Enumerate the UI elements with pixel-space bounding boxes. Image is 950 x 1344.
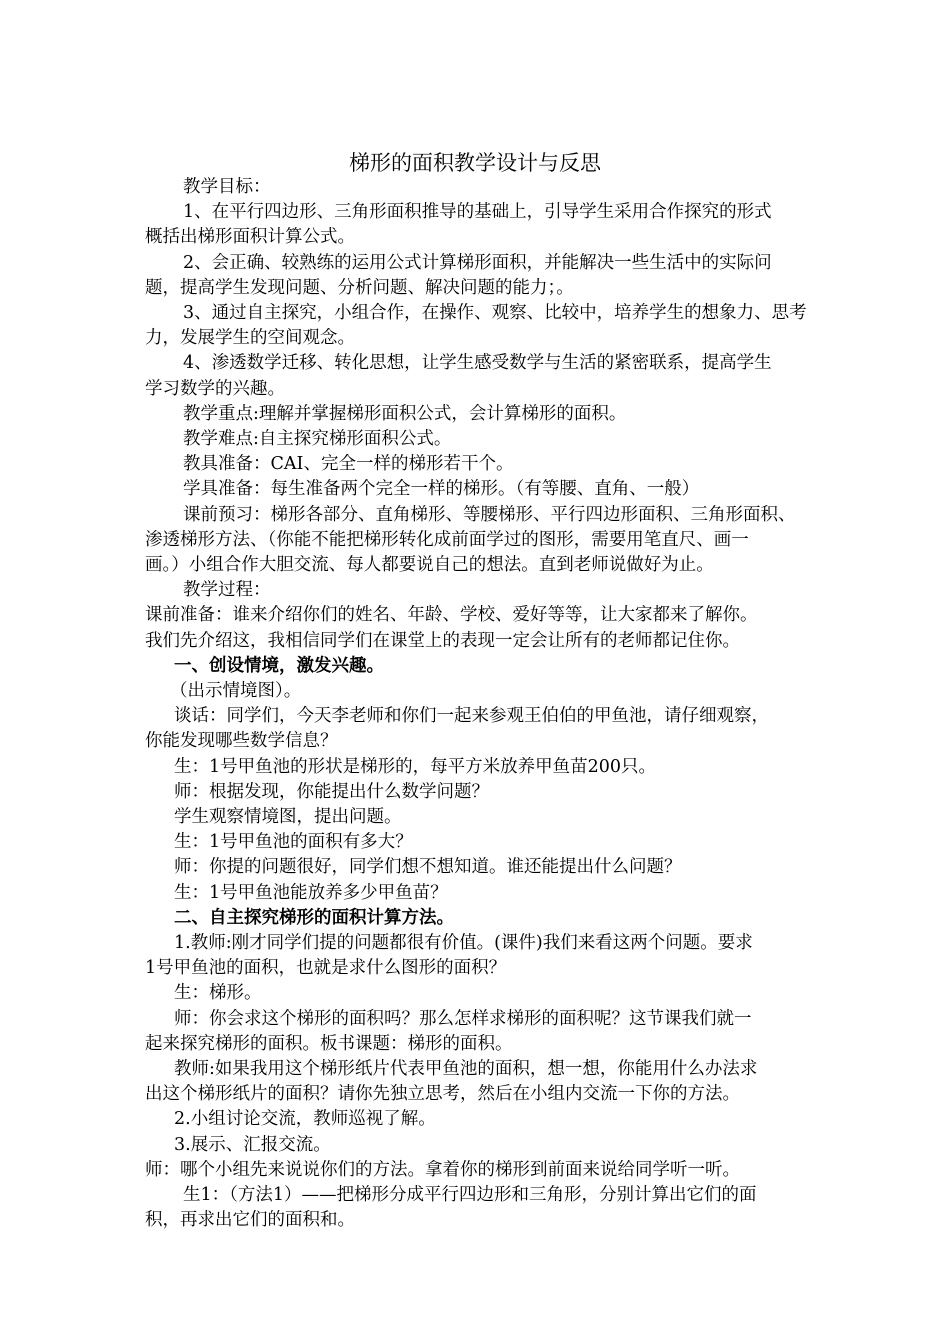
text-line: 生：1号甲鱼池的形状是梯形的，每平方米放养甲鱼苗200只。 bbox=[174, 757, 657, 777]
text-line: 师：你会求这个梯形的面积吗？那么怎样求梯形的面积呢？这节课我们就一 bbox=[174, 1009, 752, 1029]
text-line: 1、在平行四边形、三角形面积推导的基础上，引导学生采用合作探究的形式 bbox=[183, 202, 772, 222]
text-line: 你能发现哪些数学信息？ bbox=[145, 731, 338, 751]
text-line: 2.小组讨论交流，教师巡视了解。 bbox=[174, 1109, 436, 1129]
text-line: 4、渗透数学迁移、转化思想，让学生感受数学与生活的紧密联系，提高学生 bbox=[183, 353, 772, 373]
text-line: 渗透梯形方法、（你能不能把梯形转化成前面学过的图形，需要用笔直尺、画一 bbox=[145, 530, 749, 550]
text-line: 教师:如果我用这个梯形纸片代表甲鱼池的面积，想一想，你能用什么办法求 bbox=[174, 1059, 758, 1079]
text-line: 生：梯形。 bbox=[174, 983, 262, 1003]
text-line: 题，提高学生发现问题、分析问题、解决问题的能力；。 bbox=[145, 278, 574, 298]
text-line: 生：1号甲鱼池能放养多少甲鱼苗？ bbox=[174, 883, 448, 903]
text-line: 谈话：同学们，今天李老师和你们一起来参观王伯伯的甲鱼池，请仔细观察， bbox=[174, 706, 769, 726]
text-line: 3.展示、汇报交流。 bbox=[174, 1135, 331, 1155]
text-line: 生：1号甲鱼池的面积有多大？ bbox=[174, 832, 413, 852]
section-heading: 二、自主探究梯形的面积计算方法。 bbox=[174, 908, 454, 928]
text-line: 1.教师:刚才同学们提的问题都很有价值。(课件)我们来看这两个问题。要求 bbox=[174, 933, 753, 953]
text-line: 积，再求出它们的面积和。 bbox=[145, 1210, 355, 1230]
text-line: 我们先介绍这，我相信同学们在课堂上的表现一定会让所有的老师都记住你。 bbox=[145, 631, 740, 651]
text-line: 课前准备：谁来介绍你们的姓名、年龄、学校、爱好等等，让大家都来了解你。 bbox=[145, 605, 758, 625]
text-line: 1号甲鱼池的面积，也就是求什么图形的面积？ bbox=[145, 958, 507, 978]
text-line: 教学重点:理解并掌握梯形面积公式，会计算梯形的面积。 bbox=[183, 404, 627, 424]
text-line: 3、通过自主探究，小组合作，在操作、观察、比较中，培养学生的想象力、思考 bbox=[183, 303, 807, 323]
text-line: 师：你提的问题很好，同学们想不想知道。谁还能提出什么问题？ bbox=[174, 857, 682, 877]
text-line: 学具准备：每生准备两个完全一样的梯形。（有等腰、直角、一般） bbox=[183, 479, 700, 499]
text-line: 起来探究梯形的面积。板书课题：梯形的面积。 bbox=[145, 1034, 513, 1054]
text-line: 学生观察情境图，提出问题。 bbox=[174, 807, 402, 827]
text-line: 2、会正确、较熟练的运用公式计算梯形面积，并能解决一些生活中的实际问 bbox=[183, 253, 772, 273]
text-line: 画。）小组合作大胆交流、每人都要说自己的想法。直到老师说做好为止。 bbox=[145, 555, 714, 575]
text-line: 出这个梯形纸片的面积？请你先独立思考，然后在小组内交流一下你的方法。 bbox=[145, 1084, 740, 1104]
text-line: 教学目标： bbox=[183, 177, 271, 197]
section-heading: 一、创设情境，激发兴趣。 bbox=[174, 656, 384, 676]
text-line: 概括出梯形面积计算公式。 bbox=[145, 227, 355, 247]
text-line: 教学过程： bbox=[183, 580, 271, 600]
document-title: 梯形的面积教学设计与反思 bbox=[349, 151, 601, 175]
text-line: 课前预习：梯形各部分、直角梯形、等腰梯形、平行四边形面积、三角形面积、 bbox=[183, 505, 796, 525]
text-line: 力，发展学生的空间观念。 bbox=[145, 328, 355, 348]
text-line: 师：哪个小组先来说说你们的方法。拿着你的梯形到前面来说给同学听一听。 bbox=[145, 1160, 740, 1180]
text-line: 教具准备：CAI、完全一样的梯形若干个。 bbox=[183, 454, 514, 474]
text-line: 师：根据发现，你能提出什么数学问题？ bbox=[174, 782, 489, 802]
text-line: 教学难点:自主探究梯形面积公式。 bbox=[183, 429, 452, 449]
text-line: 生1：（方法1）——把梯形分成平行四边形和三角形，分别计算出它们的面 bbox=[183, 1185, 757, 1205]
text-line: 学习数学的兴趣。 bbox=[145, 379, 285, 399]
text-line: （出示情境图）。 bbox=[170, 681, 302, 701]
